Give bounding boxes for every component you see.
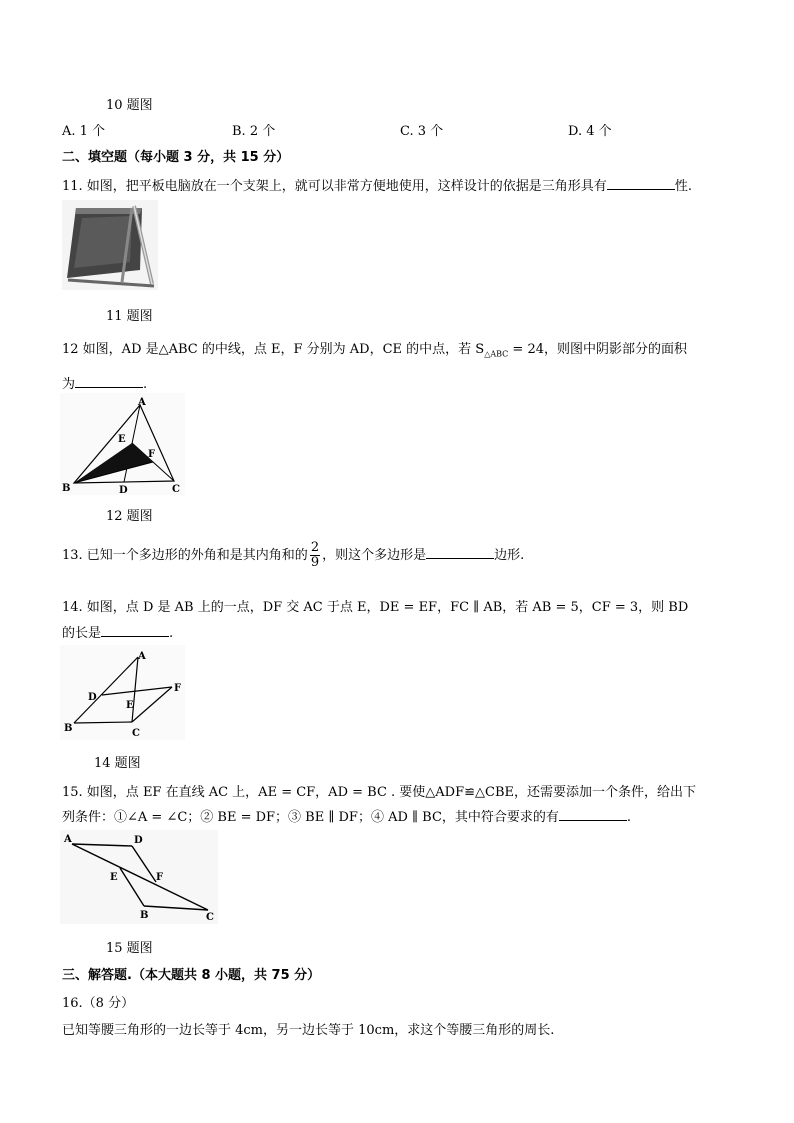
q15-suffix: . (626, 810, 632, 825)
q15-line2 (62, 806, 631, 825)
q15-line1: 15. 如图，点 EF 在直线 AC 上，AE = CF，AD = BC . 要使△ADF≌△CBE，还需要添加一个条件，给出下 (62, 785, 696, 800)
q12-line1 (62, 338, 687, 359)
label-c: C (172, 484, 180, 495)
q12-text-a: 12 如图，AD 是△ABC 的中线，点 E，F 分别为 AD，CE 的中点，若 S (62, 342, 485, 357)
label-d: D (119, 485, 128, 495)
label-c: C (206, 912, 214, 923)
label-e: E (126, 700, 134, 711)
q11-blank (607, 176, 675, 190)
q16-text: 已知等腰三角形的一边长等于 4cm，另一边长等于 10cm，求这个等腰三角形的周长. (62, 1023, 555, 1038)
section3-heading: 三、解答题.（本大题共 8 小题，共 75 分） (62, 968, 321, 983)
q12-caption: 12 题图 (106, 509, 153, 524)
section2-heading: 二、填空题（每小题 3 分，共 15 分） (62, 150, 290, 165)
q13-frac-den: 9 (310, 555, 320, 570)
q14-suffix: . (169, 626, 174, 641)
label-e: E (118, 434, 126, 445)
label-a: A (64, 834, 72, 845)
q11-suffix: 性. (674, 179, 692, 194)
label-d: D (134, 835, 143, 846)
label-d: D (88, 692, 97, 703)
label-f: F (148, 449, 156, 460)
q14-figure (60, 645, 185, 740)
q13-text-a: 13. 已知一个多边形的外角和是其内角和的 (62, 548, 308, 563)
q12-figure (60, 393, 185, 495)
q15-caption: 15 题图 (106, 941, 153, 956)
q11-stem: 11. 如图，把平板电脑放在一个支架上，就可以非常方便地使用，这样设计的依据是三角形具有 (62, 179, 607, 194)
q12-text-b: = 24，则图中阴影部分的面积 (508, 342, 687, 357)
q14-line2-text: 的长是 (62, 626, 102, 641)
tablet-stand-photo (62, 200, 158, 290)
label-a: A (138, 397, 146, 408)
label-b: B (140, 910, 149, 921)
q11-caption: 11 题图 (106, 309, 153, 324)
q14-line2 (62, 622, 173, 641)
q12-sub: △ABC (484, 349, 509, 359)
label-b: B (64, 723, 73, 734)
label-c: C (132, 728, 140, 739)
q14-line1: 14. 如图，点 D 是 AB 上的一点，DF 交 AC 于点 E，DE = EF，FC ∥ AB，若 AB = 5，CF = 3，则 BD (62, 600, 689, 615)
q13-blank (426, 545, 494, 559)
q13-fraction (310, 541, 320, 570)
q12-line2 (62, 373, 147, 392)
q16-score: 16.（8 分） (62, 996, 135, 1011)
label-f: F (156, 872, 164, 883)
q10-option-b: B. 2 个 (232, 124, 276, 139)
q12-suffix: . (143, 377, 148, 392)
q15-figure (60, 830, 218, 924)
q15-blank (559, 807, 627, 821)
q11-text (62, 175, 692, 194)
q10-option-a: A. 1 个 (62, 124, 106, 139)
q14-caption: 14 题图 (94, 756, 141, 771)
label-f: F (174, 683, 182, 694)
q10-option-c: C. 3 个 (400, 124, 444, 139)
q10-caption: 10 题图 (106, 98, 153, 113)
label-e: E (110, 872, 118, 883)
q12-line2-text: 为 (62, 377, 76, 392)
label-a: A (138, 651, 146, 662)
q13-frac-num: 2 (310, 540, 320, 555)
q14-blank (101, 623, 169, 637)
q13-line (62, 541, 524, 570)
label-b: B (62, 483, 71, 494)
q12-blank (75, 374, 143, 388)
q13-suffix: 边形. (494, 548, 525, 563)
q13-text-b: ，则这个多边形是 (322, 548, 427, 563)
q10-option-d: D. 4 个 (568, 124, 612, 139)
q15-line2-text: 列条件：①∠A = ∠C；② BE = DF；③ BE ∥ DF；④ AD ∥ BC，其中符合要求的有 (62, 810, 559, 825)
